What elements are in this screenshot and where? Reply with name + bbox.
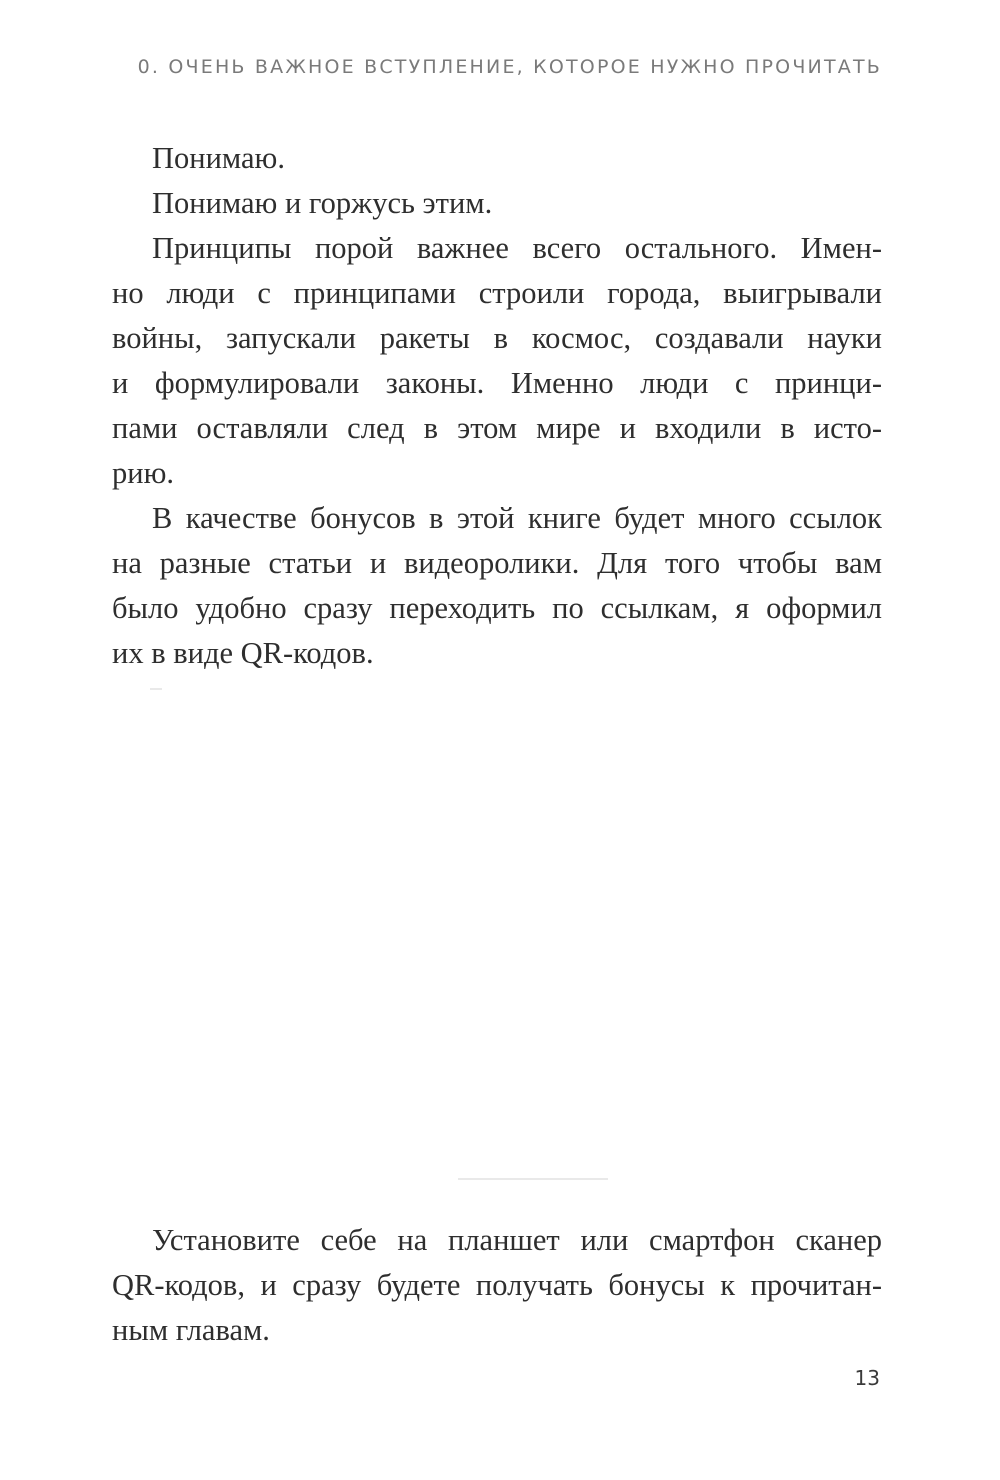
scan-artifact (150, 688, 162, 690)
scan-artifact (458, 1178, 608, 1180)
text-line: рию. (112, 456, 174, 490)
bottom-text-block (112, 1218, 882, 1353)
paragraph (112, 136, 882, 181)
page-number: 13 (854, 1366, 880, 1390)
paragraph (112, 181, 882, 226)
text-line: ным главам. (112, 1313, 270, 1347)
text-line: Понимаю и горжусь этим. (152, 186, 493, 220)
text-line: Понимаю. (152, 141, 285, 175)
top-text-block (112, 136, 882, 676)
text-line: но люди с принципами строили города, выигрывали (112, 276, 882, 310)
paragraph (112, 1218, 882, 1353)
text-line: Установите себе на планшет или смартфон сканер (152, 1223, 882, 1257)
text-line: было удобно сразу переходить по ссылкам, я оформил (112, 591, 882, 625)
text-line: их в виде QR-кодов. (112, 636, 374, 670)
text-line: войны, запускали ракеты в космос, создавали науки (112, 321, 882, 355)
text-line: Принципы порой важнее всего остального. Имен- (152, 231, 882, 265)
paragraph (112, 496, 882, 676)
text-line: В качестве бонусов в этой книге будет много ссылок (152, 501, 882, 535)
running-header: 0. ОЧЕНЬ ВАЖНОЕ ВСТУПЛЕНИЕ, КОТОРОЕ НУЖНО ПРОЧИТАТЬ (137, 56, 882, 78)
paragraph (112, 226, 882, 496)
text-line: пами оставляли след в этом мире и входили в исто- (112, 411, 882, 445)
text-line: QR-кодов, и сразу будете получать бонусы к прочитан- (112, 1268, 882, 1302)
text-line: и формулировали законы. Именно люди с принци- (112, 366, 882, 400)
text-line: на разные статьи и видеоролики. Для того чтобы вам (112, 546, 882, 580)
